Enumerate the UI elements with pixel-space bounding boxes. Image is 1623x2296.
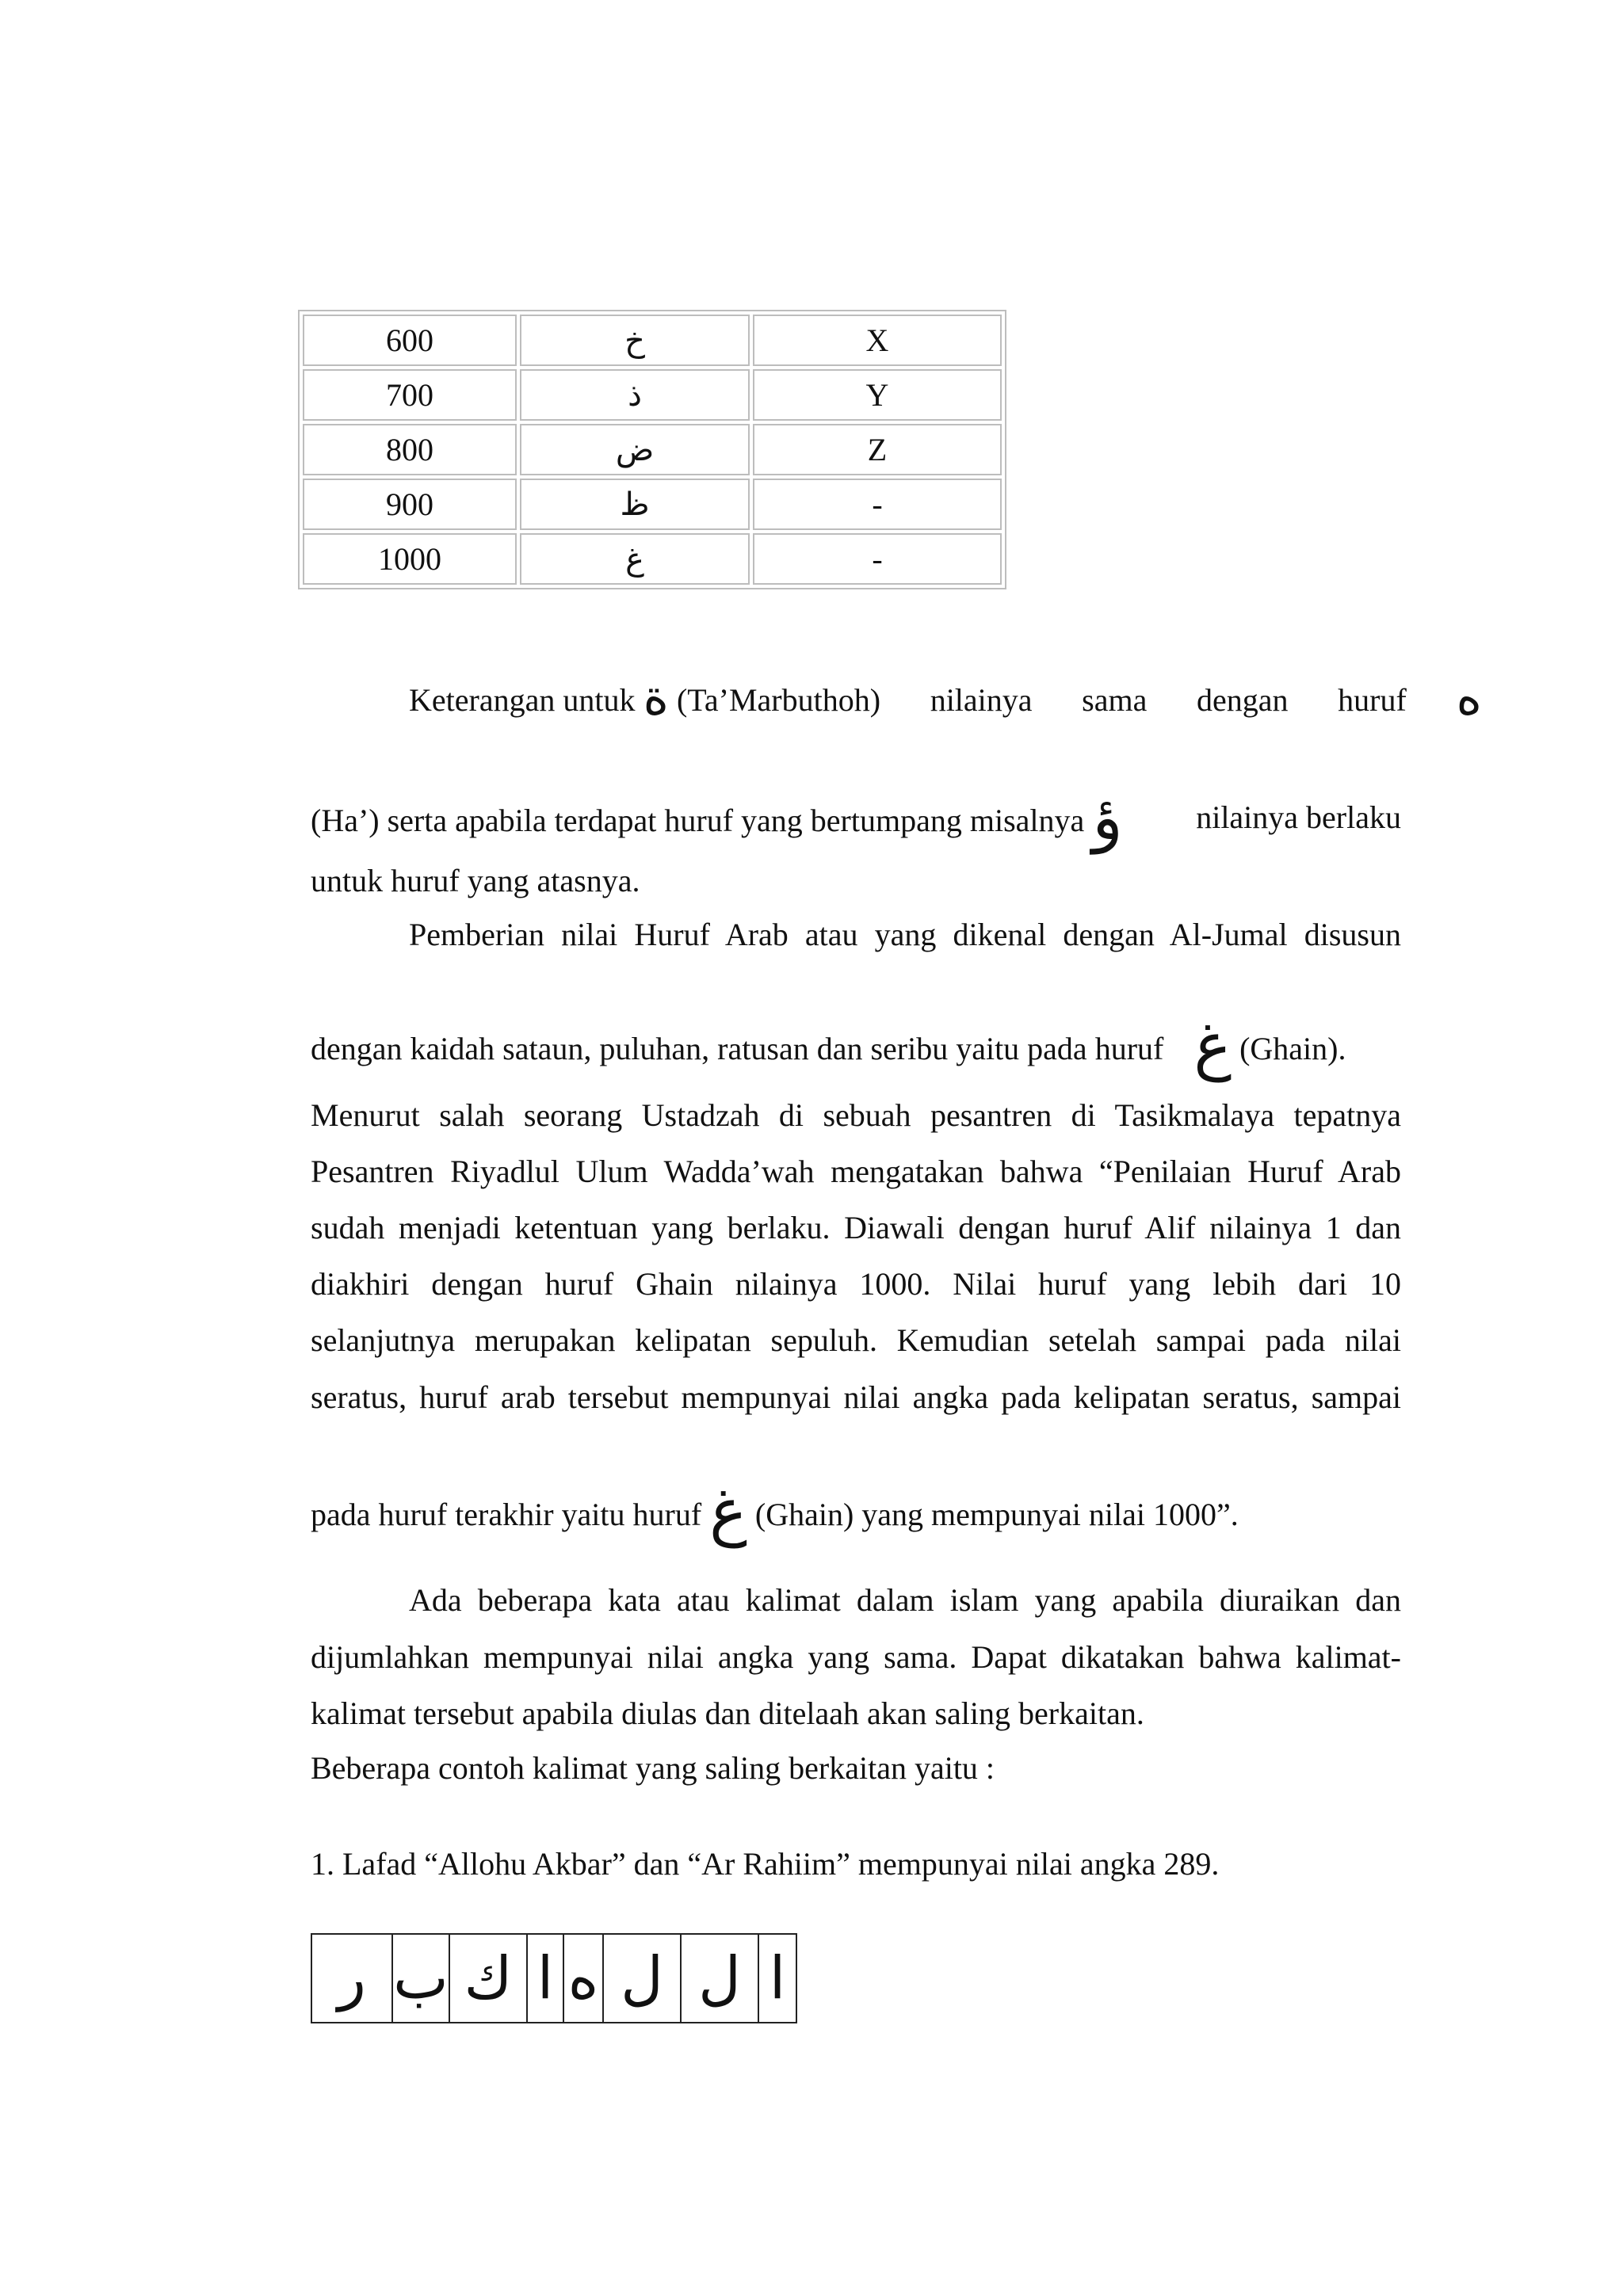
paragraph-3-line-1: Ada beberapa kata atau kalimat dalam islam yang apabila diuraikan dan	[409, 1582, 1401, 1618]
arabic-letter-cell: خ	[520, 315, 750, 366]
letter-box: ك	[449, 1934, 527, 2023]
value-cell: 800	[303, 424, 517, 475]
latin-letter-cell: -	[753, 533, 1002, 585]
text-run: (Ta’Marbuthoh) nilainya sama dengan huruf	[676, 682, 1407, 718]
paragraph-2-line-9	[311, 1474, 1401, 1548]
paragraph-1-line-2	[311, 780, 1401, 854]
value-cell: 700	[303, 369, 517, 421]
letter-box: ل	[681, 1934, 758, 2023]
arabic-letter-cell: ظ	[520, 479, 750, 530]
ghain-glyph: غ	[709, 1474, 747, 1548]
value-cell: 600	[303, 315, 517, 366]
ta-marbuthoh-glyph: ة	[643, 668, 669, 726]
text-run: (Ha’) serta apabila terdapat huruf yang bertumpang misalnya	[311, 803, 1085, 838]
paragraph-3-line-2: dijumlahkan mempunyai nilai angka yang sama. Dapat dikatakan bahwa kalimat-	[311, 1639, 1401, 1675]
table-row	[303, 369, 1002, 421]
arabic-letter-cell: غ	[520, 533, 750, 585]
paragraph-2-line-7: selanjutnya merupakan kelipatan sepuluh. Kemudian setelah sampai pada nilai	[311, 1322, 1401, 1358]
table-row	[303, 424, 1002, 475]
paragraph-2-line-3: Menurut salah seorang Ustadzah di sebuah pesantren di Tasikmalaya tepatnya	[311, 1097, 1401, 1133]
waw-hamza-glyph: ؤ	[1092, 780, 1123, 854]
text-run: (Ghain) yang mempunyai nilai 1000”.	[754, 1497, 1239, 1532]
table-row	[303, 479, 1002, 530]
value-cell: 1000	[303, 533, 517, 585]
paragraph-2-line-4: Pesantren Riyadlul Ulum Wadda’wah mengatakan bahwa “Penilaian Huruf Arab	[311, 1154, 1401, 1189]
table-row	[303, 315, 1002, 366]
letter-breakdown-table	[311, 1933, 797, 2023]
text-run: dengan kaidah sataun, puluhan, ratusan dan seribu yaitu pada huruf	[311, 1031, 1164, 1066]
latin-letter-cell: X	[753, 315, 1002, 366]
letter-value-table	[298, 310, 1006, 589]
table-row	[303, 533, 1002, 585]
letter-box: ب	[392, 1934, 449, 2023]
letter-box: ا	[758, 1934, 796, 2023]
paragraph-1-line-3: untuk huruf yang atasnya.	[311, 863, 640, 898]
paragraph-3-line-3: kalimat tersebut apabila diulas dan ditelaah akan saling berkaitan.	[311, 1695, 1144, 1731]
paragraph-2-line-8: seratus, huruf arab tersebut mempunyai nilai angka pada kelipatan seratus, sampai	[311, 1379, 1401, 1415]
paragraph-1-line-1	[311, 668, 1482, 726]
text-run: pada huruf terakhir yaitu huruf	[311, 1497, 702, 1532]
letter-box: ه	[563, 1934, 603, 2023]
arabic-letter-cell: ذ	[520, 369, 750, 421]
letter-box: ل	[603, 1934, 681, 2023]
text-run: Keterangan untuk	[409, 682, 636, 718]
latin-letter-cell: -	[753, 479, 1002, 530]
ghain-glyph: غ	[1193, 1009, 1232, 1082]
latin-letter-cell: Y	[753, 369, 1002, 421]
paragraph-2-line-5: sudah menjadi ketentuan yang berlaku. Diawali dengan huruf Alif nilainya 1 dan	[311, 1210, 1401, 1245]
ha-glyph: ه	[1456, 668, 1482, 726]
paragraph-2-line-6: diakhiri dengan huruf Ghain nilainya 1000. Nilai huruf yang lebih dari 10	[311, 1266, 1401, 1302]
latin-letter-cell: Z	[753, 424, 1002, 475]
list-item: 1. Lafad “Allohu Akbar” dan “Ar Rahiim” mempunyai nilai angka 289.	[311, 1846, 1220, 1882]
arabic-letter-cell: ض	[520, 424, 750, 475]
letter-box: ا	[527, 1934, 563, 2023]
value-cell: 900	[303, 479, 517, 530]
text-run: nilainya berlaku	[1196, 799, 1401, 835]
text-run: (Ghain).	[1239, 1031, 1346, 1066]
paragraph-3-line-4: Beberapa contoh kalimat yang saling berkaitan yaitu :	[311, 1750, 995, 1786]
paragraph-2-line-2	[311, 1009, 1401, 1082]
table-row	[311, 1934, 796, 2023]
letter-box: ر	[311, 1934, 392, 2023]
paragraph-2-line-1: Pemberian nilai Huruf Arab atau yang dikenal dengan Al-Jumal disusun	[409, 917, 1401, 952]
